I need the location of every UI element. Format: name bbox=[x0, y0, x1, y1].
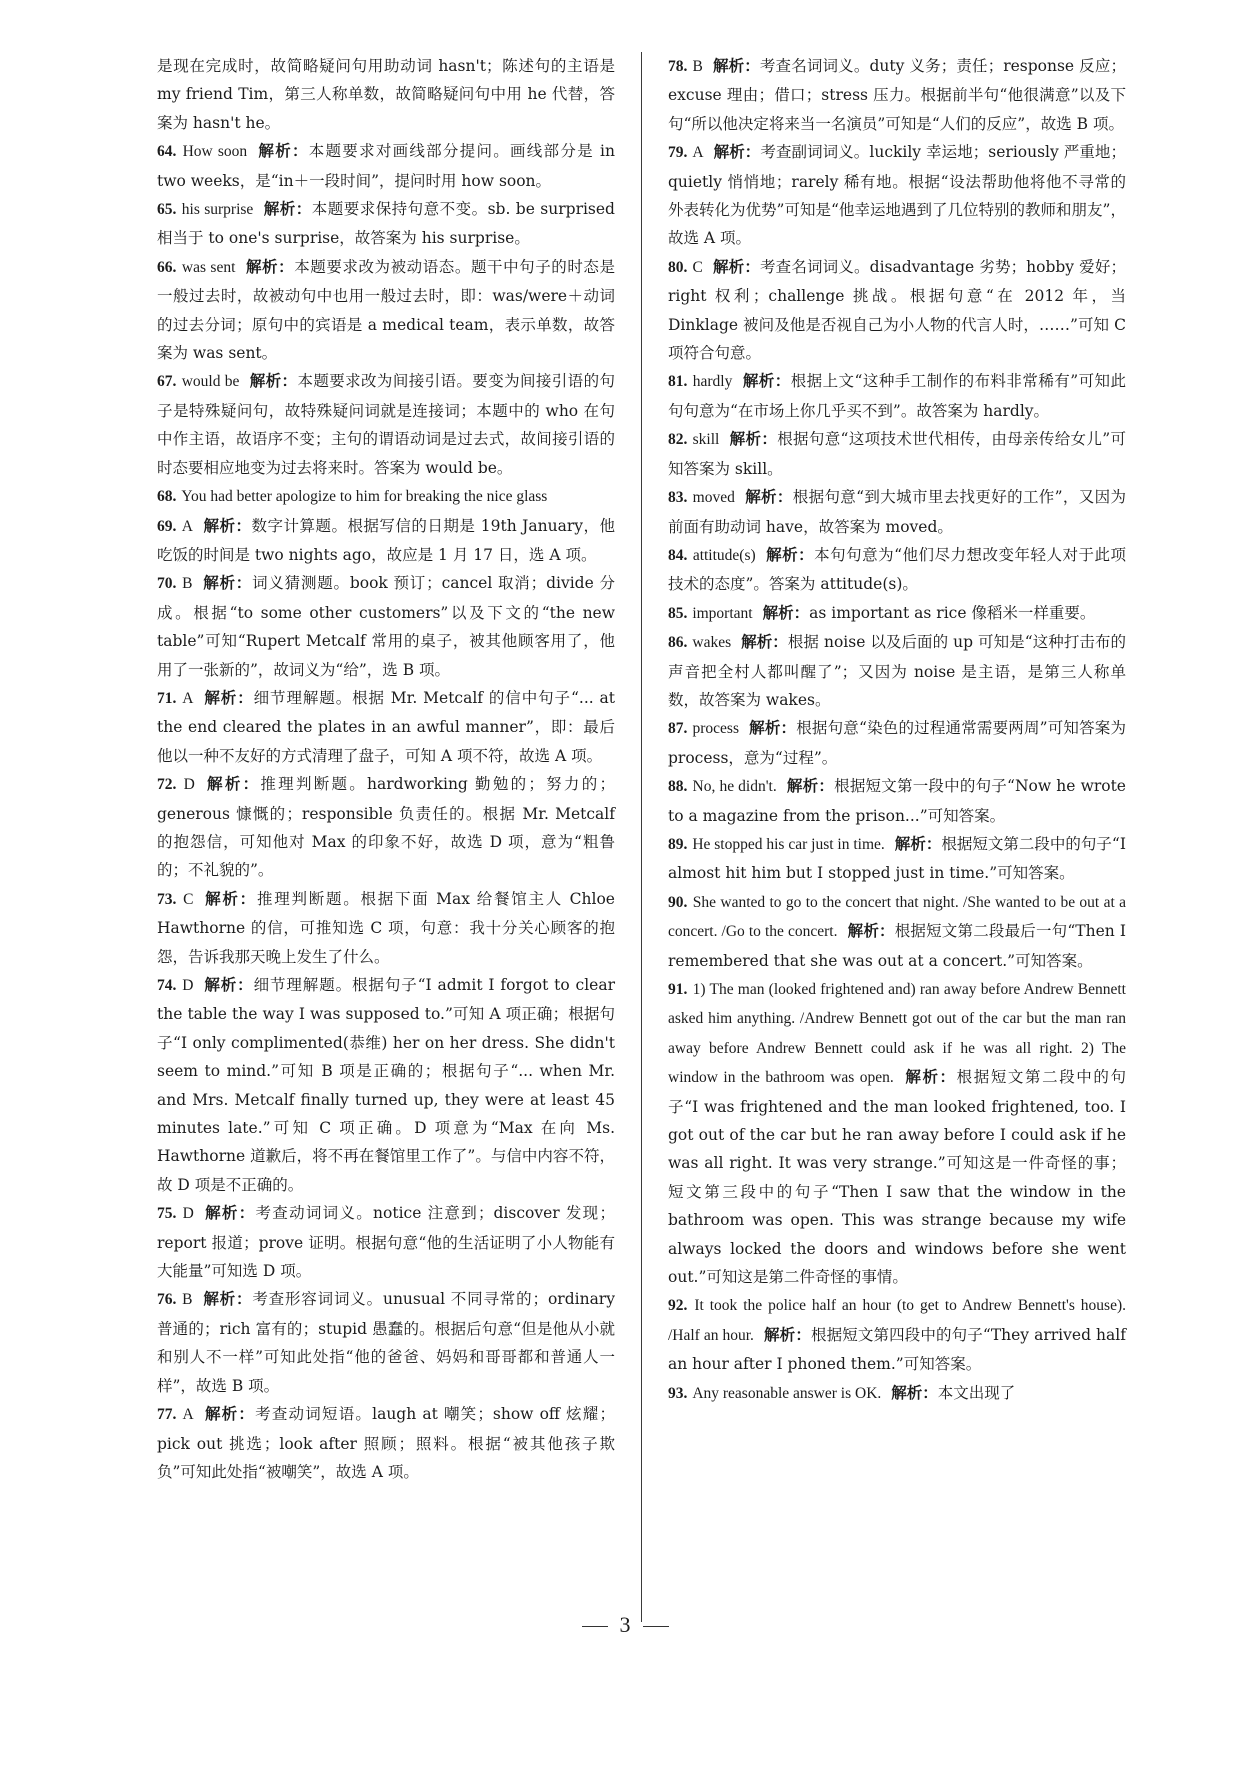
analysis-text: 根据短文第二段中的句子“I almost hit him but I stopped just in time.”可知答案。 bbox=[668, 834, 1126, 883]
analysis-label: 解析： bbox=[203, 515, 252, 535]
item-number: 86. bbox=[668, 634, 688, 652]
answer-item bbox=[157, 137, 615, 195]
answer-item bbox=[157, 52, 615, 137]
analysis-label: 解析： bbox=[763, 1324, 811, 1344]
item-answer: skill bbox=[692, 431, 720, 449]
item-number: 82. bbox=[668, 431, 688, 449]
answer-item bbox=[157, 253, 615, 368]
analysis-label: 解析： bbox=[712, 256, 760, 276]
item-answer: moved bbox=[692, 489, 735, 507]
item-answer: attitude(s) bbox=[692, 546, 756, 564]
item-number: 66. bbox=[157, 258, 177, 276]
analysis-label: 解析： bbox=[903, 1067, 957, 1087]
item-answer: It took the police half an hour (to get to Andrew Bennett's house). /Half an hour. bbox=[668, 1297, 1126, 1344]
analysis-label: 解析： bbox=[249, 371, 298, 391]
analysis-text: 推理判断题。根据下面 Max 给餐馆主人 Chloe Hawthorne 的信，可推知选 C 项，句意：我十分关心顾客的抱怨，告诉我那天晚上发生了什么。 bbox=[157, 889, 615, 966]
analysis-label: 解析： bbox=[257, 141, 309, 161]
item-answer: 1) The man (looked frightened and) ran away before Andrew Bennett asked him anything. /Andrew Bennett got out of the car but the man ran away before Andrew Bennett could ask if he was all right. 2) The window in the bathroom was open. bbox=[668, 981, 1126, 1087]
item-answer: process bbox=[692, 720, 739, 738]
page-footer bbox=[0, 1612, 1250, 1638]
analysis-text: 根据上文“这种手工制作的布料非常稀有”可知此句句意为“在市场上你几乎买不到”。故答案为 hardly。 bbox=[668, 372, 1126, 420]
analysis-text: 根据短文第二段中的句子“I was frightened and the man looked frightened, too. I got out of the car but he ran away before I could ask if he was all right. It was very strange.”可知这是一件奇怪的事；短文第三段中的句子“Then I saw that the window in the bathroom was open. This was strange because my wife always locked the doors and windows before she went out.”可知这是第二件奇怪的事情。 bbox=[668, 1068, 1126, 1287]
item-answer: was sent bbox=[181, 258, 236, 276]
analysis-text: 考查名词词义。disadvantage 劣势；hobby 爱好；right 权利；challenge 挑战。根据句意“在 2012 年，当 Dinklage 被问及他是否视自己为小人物的代言人时，……”可知 C 项符合句意。 bbox=[668, 257, 1126, 363]
analysis-text: 本题要求保持句意不变。sb. be surprised 相当于 to one's surprise，故答案为 his surprise。 bbox=[157, 200, 615, 248]
item-answer: B bbox=[182, 1291, 193, 1309]
analysis-text: 根据 noise 以及后面的 up 可知是“这种打击布的声音把全村人都叫醒了”；又因为 noise 是主语，是第三人称单数，故答案为 wakes。 bbox=[668, 633, 1126, 709]
item-number: 84. bbox=[668, 546, 688, 564]
answer-item bbox=[668, 888, 1126, 975]
item-answer: D bbox=[183, 776, 195, 794]
analysis-text: 推理判断题。hardworking 勤勉的；努力的；generous 慷慨的；responsible 负责任的。根据 Mr. Metcalf 的抱怨信，可知他对 Max 的印象不好，故选 D 项，意为“粗鲁的；不礼貌的”。 bbox=[157, 775, 615, 880]
analysis-label: 解析： bbox=[203, 687, 254, 707]
column-divider bbox=[641, 52, 642, 1622]
analysis-text: 细节理解题。根据 Mr. Metcalf 的信中句子“... at the end cleared the plates in an awful manner”，即：最后他以一种不友好的方式清理了盘子，可知 A 项不符，故选 A 项。 bbox=[157, 688, 615, 765]
analysis-label: 解析： bbox=[712, 56, 760, 75]
analysis-text: 根据短文第四段中的句子“They arrived half an hour after I phoned them.”可知答案。 bbox=[668, 1325, 1126, 1374]
item-answer: D bbox=[182, 977, 194, 994]
item-number: 64. bbox=[157, 143, 177, 161]
item-number: 73. bbox=[157, 890, 177, 908]
answer-item bbox=[668, 367, 1126, 425]
right-column bbox=[668, 52, 1126, 1408]
item-number: 69. bbox=[157, 517, 177, 535]
item-answer: You had better apologize to him for breaking the nice glass bbox=[181, 488, 548, 506]
answer-item bbox=[157, 885, 615, 971]
item-answer: C bbox=[692, 258, 703, 276]
analysis-label: 解析： bbox=[729, 429, 778, 449]
analysis-label: 解析： bbox=[765, 544, 815, 564]
answer-item bbox=[157, 1400, 615, 1486]
item-answer: He stopped his car just in time. bbox=[692, 835, 885, 853]
item-number: 90. bbox=[668, 893, 688, 911]
analysis-text: as important as rice 像稻米一样重要。 bbox=[809, 603, 1096, 622]
answer-item bbox=[668, 52, 1126, 138]
item-answer: A bbox=[182, 1406, 194, 1424]
answer-item bbox=[157, 367, 615, 482]
analysis-label: 解析： bbox=[263, 199, 312, 219]
item-number: 80. bbox=[668, 258, 688, 276]
item-number: 89. bbox=[668, 835, 688, 853]
analysis-text: 本文出现了 bbox=[937, 1383, 1016, 1402]
answer-item bbox=[668, 714, 1126, 772]
item-answer: No, he didn't. bbox=[692, 778, 777, 796]
analysis-label: 解析： bbox=[203, 1404, 256, 1424]
answer-item bbox=[668, 425, 1126, 483]
analysis-label: 解析： bbox=[742, 371, 791, 391]
item-number: 74. bbox=[157, 977, 177, 994]
analysis-label: 解析： bbox=[203, 888, 257, 908]
answer-item bbox=[668, 975, 1126, 1291]
item-answer: A bbox=[182, 689, 194, 707]
analysis-label: 解析： bbox=[202, 573, 253, 593]
item-answer: How soon bbox=[182, 143, 248, 161]
item-answer: She wanted to go to the concert that night. /She wanted to be out at a concert. /Go to the concert. bbox=[668, 893, 1126, 941]
answer-item bbox=[668, 772, 1126, 830]
analysis-text: 细节理解题。根据句子“I admit I forgot to clear the table the way I was supposed to.”可知 A 项正确；根据句子“I only complimented(恭维) her on her dress. She didn't seem to mind.”可知 B 项是正确的；根据句子“... when Mr. and Mrs. Metcalf finally turned up, they were at least 45 minutes late.”可知 C 项正确。D 项意为“Max 在向 Ms. Hawthorne 道歉后，将不再在餐馆里工作了”。与信中内容不符，故 D 项是不正确的。 bbox=[157, 976, 615, 1194]
answer-item bbox=[157, 971, 615, 1199]
analysis-text: 根据短文第一段中的句子“Now he wrote to a magazine from the prison...”可知答案。 bbox=[668, 777, 1126, 825]
analysis-text: 根据句意“到大城市里去找更好的工作”，又因为前面有助动词 have，故答案为 moved。 bbox=[668, 488, 1126, 536]
analysis-text: 根据句意“染色的过程通常需要两周”可知答案为 process，意为“过程”。 bbox=[668, 719, 1126, 767]
analysis-label: 解析： bbox=[744, 487, 793, 507]
answer-item bbox=[668, 541, 1126, 599]
item-number: 79. bbox=[668, 144, 688, 162]
analysis-label: 解析： bbox=[741, 632, 788, 652]
analysis-text: 考查动词短语。laugh at 嘲笑；show off 炫耀；pick out 挑选；look after 照顾；照料。根据“被其他孩子欺负”可知此处指“被嘲笑”，故选 A 项。 bbox=[157, 1405, 615, 1481]
item-answer: would be bbox=[181, 373, 240, 391]
answer-item bbox=[668, 1291, 1126, 1378]
item-number: 67. bbox=[157, 373, 177, 391]
item-number: 76. bbox=[157, 1291, 177, 1309]
answer-item bbox=[157, 1199, 615, 1285]
answer-item bbox=[668, 830, 1126, 888]
page-number: 3 bbox=[619, 1612, 631, 1637]
item-answer: hardly bbox=[692, 373, 733, 391]
analysis-label: 解析： bbox=[762, 602, 810, 622]
item-answer: A bbox=[692, 144, 704, 162]
item-answer: his surprise bbox=[181, 201, 254, 219]
answer-item bbox=[668, 599, 1126, 628]
analysis-text: 本题要求对画线部分提问。画线部分是 in two weeks，是“in＋一段时间”，提问时用 how soon。 bbox=[157, 142, 615, 190]
analysis-text: 考查副词词义。luckily 幸运地；seriously 严重地；quietly 悄悄地；rarely 稀有地。根据“设法帮助他将他不寻常的外表转化为优势”可知是“他幸运地遇到了几位特别的教师和朋友”，故选 A 项。 bbox=[668, 143, 1126, 248]
analysis-label: 解析： bbox=[713, 142, 761, 162]
answer-item bbox=[668, 138, 1126, 253]
answer-item bbox=[157, 1285, 615, 1400]
item-number: 65. bbox=[157, 201, 177, 219]
analysis-text: 根据句意“这项技术世代相传，由母亲传给女儿”可知答案为 skill。 bbox=[668, 430, 1126, 478]
item-answer: Any reasonable answer is OK. bbox=[692, 1384, 882, 1402]
analysis-label: 解析： bbox=[203, 1203, 256, 1223]
item-answer: B bbox=[692, 58, 703, 75]
answer-item bbox=[157, 684, 615, 770]
answer-item bbox=[157, 482, 615, 511]
item-number: 77. bbox=[157, 1406, 177, 1424]
answer-item bbox=[157, 569, 615, 684]
item-number: 75. bbox=[157, 1205, 177, 1223]
analysis-label: 解析： bbox=[245, 256, 295, 276]
item-number: 85. bbox=[668, 604, 688, 622]
item-number: 78. bbox=[668, 58, 688, 75]
analysis-text: 本题要求改为被动语态。题干中句子的时态是一般过去时，故被动句中也用一般过去时，即：was/were＋动词的过去分词；原句中的宾语是 a medical team，表示单数，故答案为 was sent。 bbox=[157, 257, 615, 363]
item-number: 83. bbox=[668, 489, 688, 507]
answer-item bbox=[157, 512, 615, 570]
item-number: 71. bbox=[157, 689, 177, 707]
analysis-label: 解析： bbox=[891, 1382, 938, 1402]
analysis-label: 解析： bbox=[847, 921, 895, 941]
footer-dash-left bbox=[582, 1626, 608, 1627]
analysis-label: 解析： bbox=[204, 774, 261, 794]
left-column bbox=[157, 52, 615, 1486]
item-answer: C bbox=[183, 890, 194, 908]
analysis-text: 本句句意为“他们尽力想改变年轻人对于此项技术的态度”。答案为 attitude(s)。 bbox=[668, 545, 1126, 594]
item-number: 93. bbox=[668, 1384, 688, 1402]
item-number: 68. bbox=[157, 488, 177, 506]
answer-item bbox=[668, 253, 1126, 368]
item-answer: A bbox=[181, 517, 193, 535]
item-number: 81. bbox=[668, 373, 688, 391]
answer-item bbox=[668, 483, 1126, 541]
item-number: 88. bbox=[668, 778, 688, 796]
analysis-label: 解析： bbox=[749, 718, 797, 738]
analysis-label: 解析： bbox=[203, 975, 254, 994]
answer-item bbox=[157, 770, 615, 885]
analysis-text: 是现在完成时，故简略疑问句用助动词 hasn't；陈述句的主语是 my friend Tim，第三人称单数，故简略疑问句中用 he 代替，答案为 hasn't he。 bbox=[157, 57, 615, 132]
item-answer: D bbox=[182, 1205, 194, 1223]
analysis-text: 根据短文第二段最后一句“Then I remembered that she was out at a concert.”可知答案。 bbox=[668, 922, 1126, 970]
item-number: 91. bbox=[668, 981, 688, 998]
item-answer: B bbox=[182, 575, 193, 593]
analysis-text: 考查动词词义。notice 注意到；discover 发现；report 报道；prove 证明。根据句意“他的生活证明了小人物能有大能量”可知选 D 项。 bbox=[157, 1204, 615, 1281]
item-answer: wakes bbox=[692, 634, 732, 652]
answer-item bbox=[157, 195, 615, 253]
item-number: 70. bbox=[157, 575, 177, 593]
item-number: 87. bbox=[668, 720, 688, 738]
analysis-text: 考查形容词词义。unusual 不同寻常的；ordinary 普通的；rich 富有的；stupid 愚蠢的。根据后句意“但是他从小就和别人不一样”可知此处指“他的爸爸、妈妈和哥哥都和普通人一样”，故选 B 项。 bbox=[157, 1290, 615, 1395]
answer-item bbox=[668, 1379, 1126, 1408]
analysis-label: 解析： bbox=[786, 776, 835, 796]
analysis-text: 数字计算题。根据写信的日期是 19th January，他吃饭的时间是 two nights ago，故应是 1 月 17 日，选 A 项。 bbox=[157, 516, 615, 564]
item-number: 92. bbox=[668, 1297, 688, 1315]
analysis-text: 考查名词词义。duty 义务；责任；response 反应；excuse 理由；借口；stress 压力。根据前半句“他很满意”以及下句“所以他决定将来当一名演员”可知是“人们的反应”，故选 B 项。 bbox=[668, 57, 1126, 133]
analysis-text: 本题要求改为间接引语。要变为间接引语的句子是特殊疑问句，故特殊疑问词就是连接词；本题中的 who 在句中作主语，故语序不变；主句的谓语动词是过去式，故间接引语的时态要相应地变为过去将来时。答案为 would be。 bbox=[157, 372, 615, 477]
analysis-label: 解析： bbox=[202, 1289, 253, 1309]
analysis-text: 词义猜测题。book 预订；cancel 取消；divide 分成。根据“to some other customers”以及下文的“the new table”可知“Rupert Metcalf 常用的桌子，被其他顾客用了，他用了一张新的”，故词义为“给”，选 B 项。 bbox=[157, 574, 615, 679]
item-answer: important bbox=[692, 604, 753, 622]
footer-dash-right bbox=[643, 1626, 669, 1627]
analysis-label: 解析： bbox=[894, 833, 942, 853]
answer-item bbox=[668, 628, 1126, 714]
item-number: 72. bbox=[157, 776, 177, 794]
